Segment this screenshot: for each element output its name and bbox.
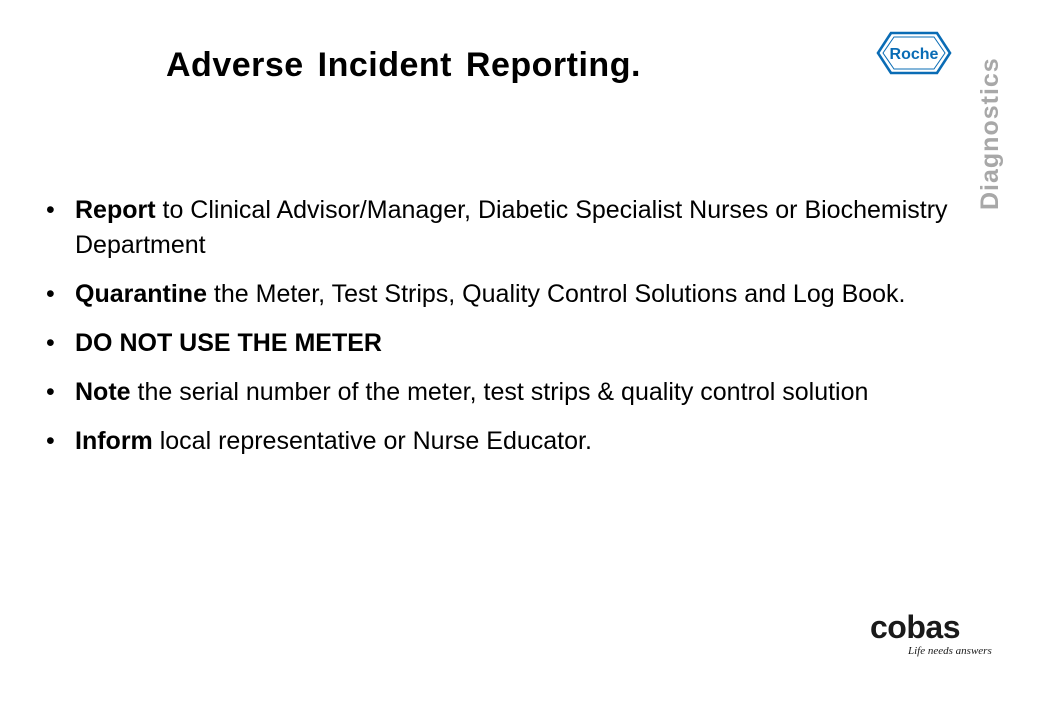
bullet-bold-report: Report bbox=[75, 196, 156, 224]
bullet-bold-do-not-use: DO NOT USE THE METER bbox=[75, 329, 382, 357]
bullet-item-do-not-use bbox=[46, 326, 986, 361]
cobas-wordmark: cobas bbox=[870, 609, 960, 645]
cobas-logo bbox=[870, 610, 1000, 660]
bullet-text-quarantine: the Meter, Test Strips, Quality Control Solutions and Log Book. bbox=[206, 280, 906, 308]
bullet-text-report: to Clinical Advisor/Manager, Diabetic Specialist Nurses or Biochemistry Department bbox=[75, 196, 948, 259]
bullet-item-note bbox=[46, 375, 986, 410]
roche-logo-icon bbox=[876, 30, 952, 76]
bullet-item-quarantine bbox=[46, 277, 986, 312]
diagnostics-side-label: Diagnostics bbox=[976, 57, 1004, 210]
bullet-dot: • bbox=[46, 378, 55, 406]
bullet-text-inform: local representative or Nurse Educator. bbox=[152, 427, 592, 455]
slide-title: Adverse Incident Reporting. bbox=[166, 46, 641, 84]
bullet-dot: • bbox=[46, 280, 55, 308]
bullet-text-note: the serial number of the meter, test strips & quality control solution bbox=[130, 378, 869, 406]
bullet-list bbox=[46, 193, 986, 473]
bullet-dot: • bbox=[46, 427, 55, 455]
bullet-item-report bbox=[46, 193, 986, 263]
cobas-tagline: Life needs answers bbox=[908, 645, 992, 657]
bullet-dot: • bbox=[46, 329, 55, 357]
bullet-bold-inform: Inform bbox=[75, 427, 153, 455]
bullet-dot: • bbox=[46, 196, 55, 224]
bullet-bold-note: Note bbox=[75, 378, 131, 406]
bullet-item-inform bbox=[46, 424, 986, 459]
roche-logo-text: Roche bbox=[889, 46, 939, 63]
bullet-bold-quarantine: Quarantine bbox=[75, 280, 207, 308]
